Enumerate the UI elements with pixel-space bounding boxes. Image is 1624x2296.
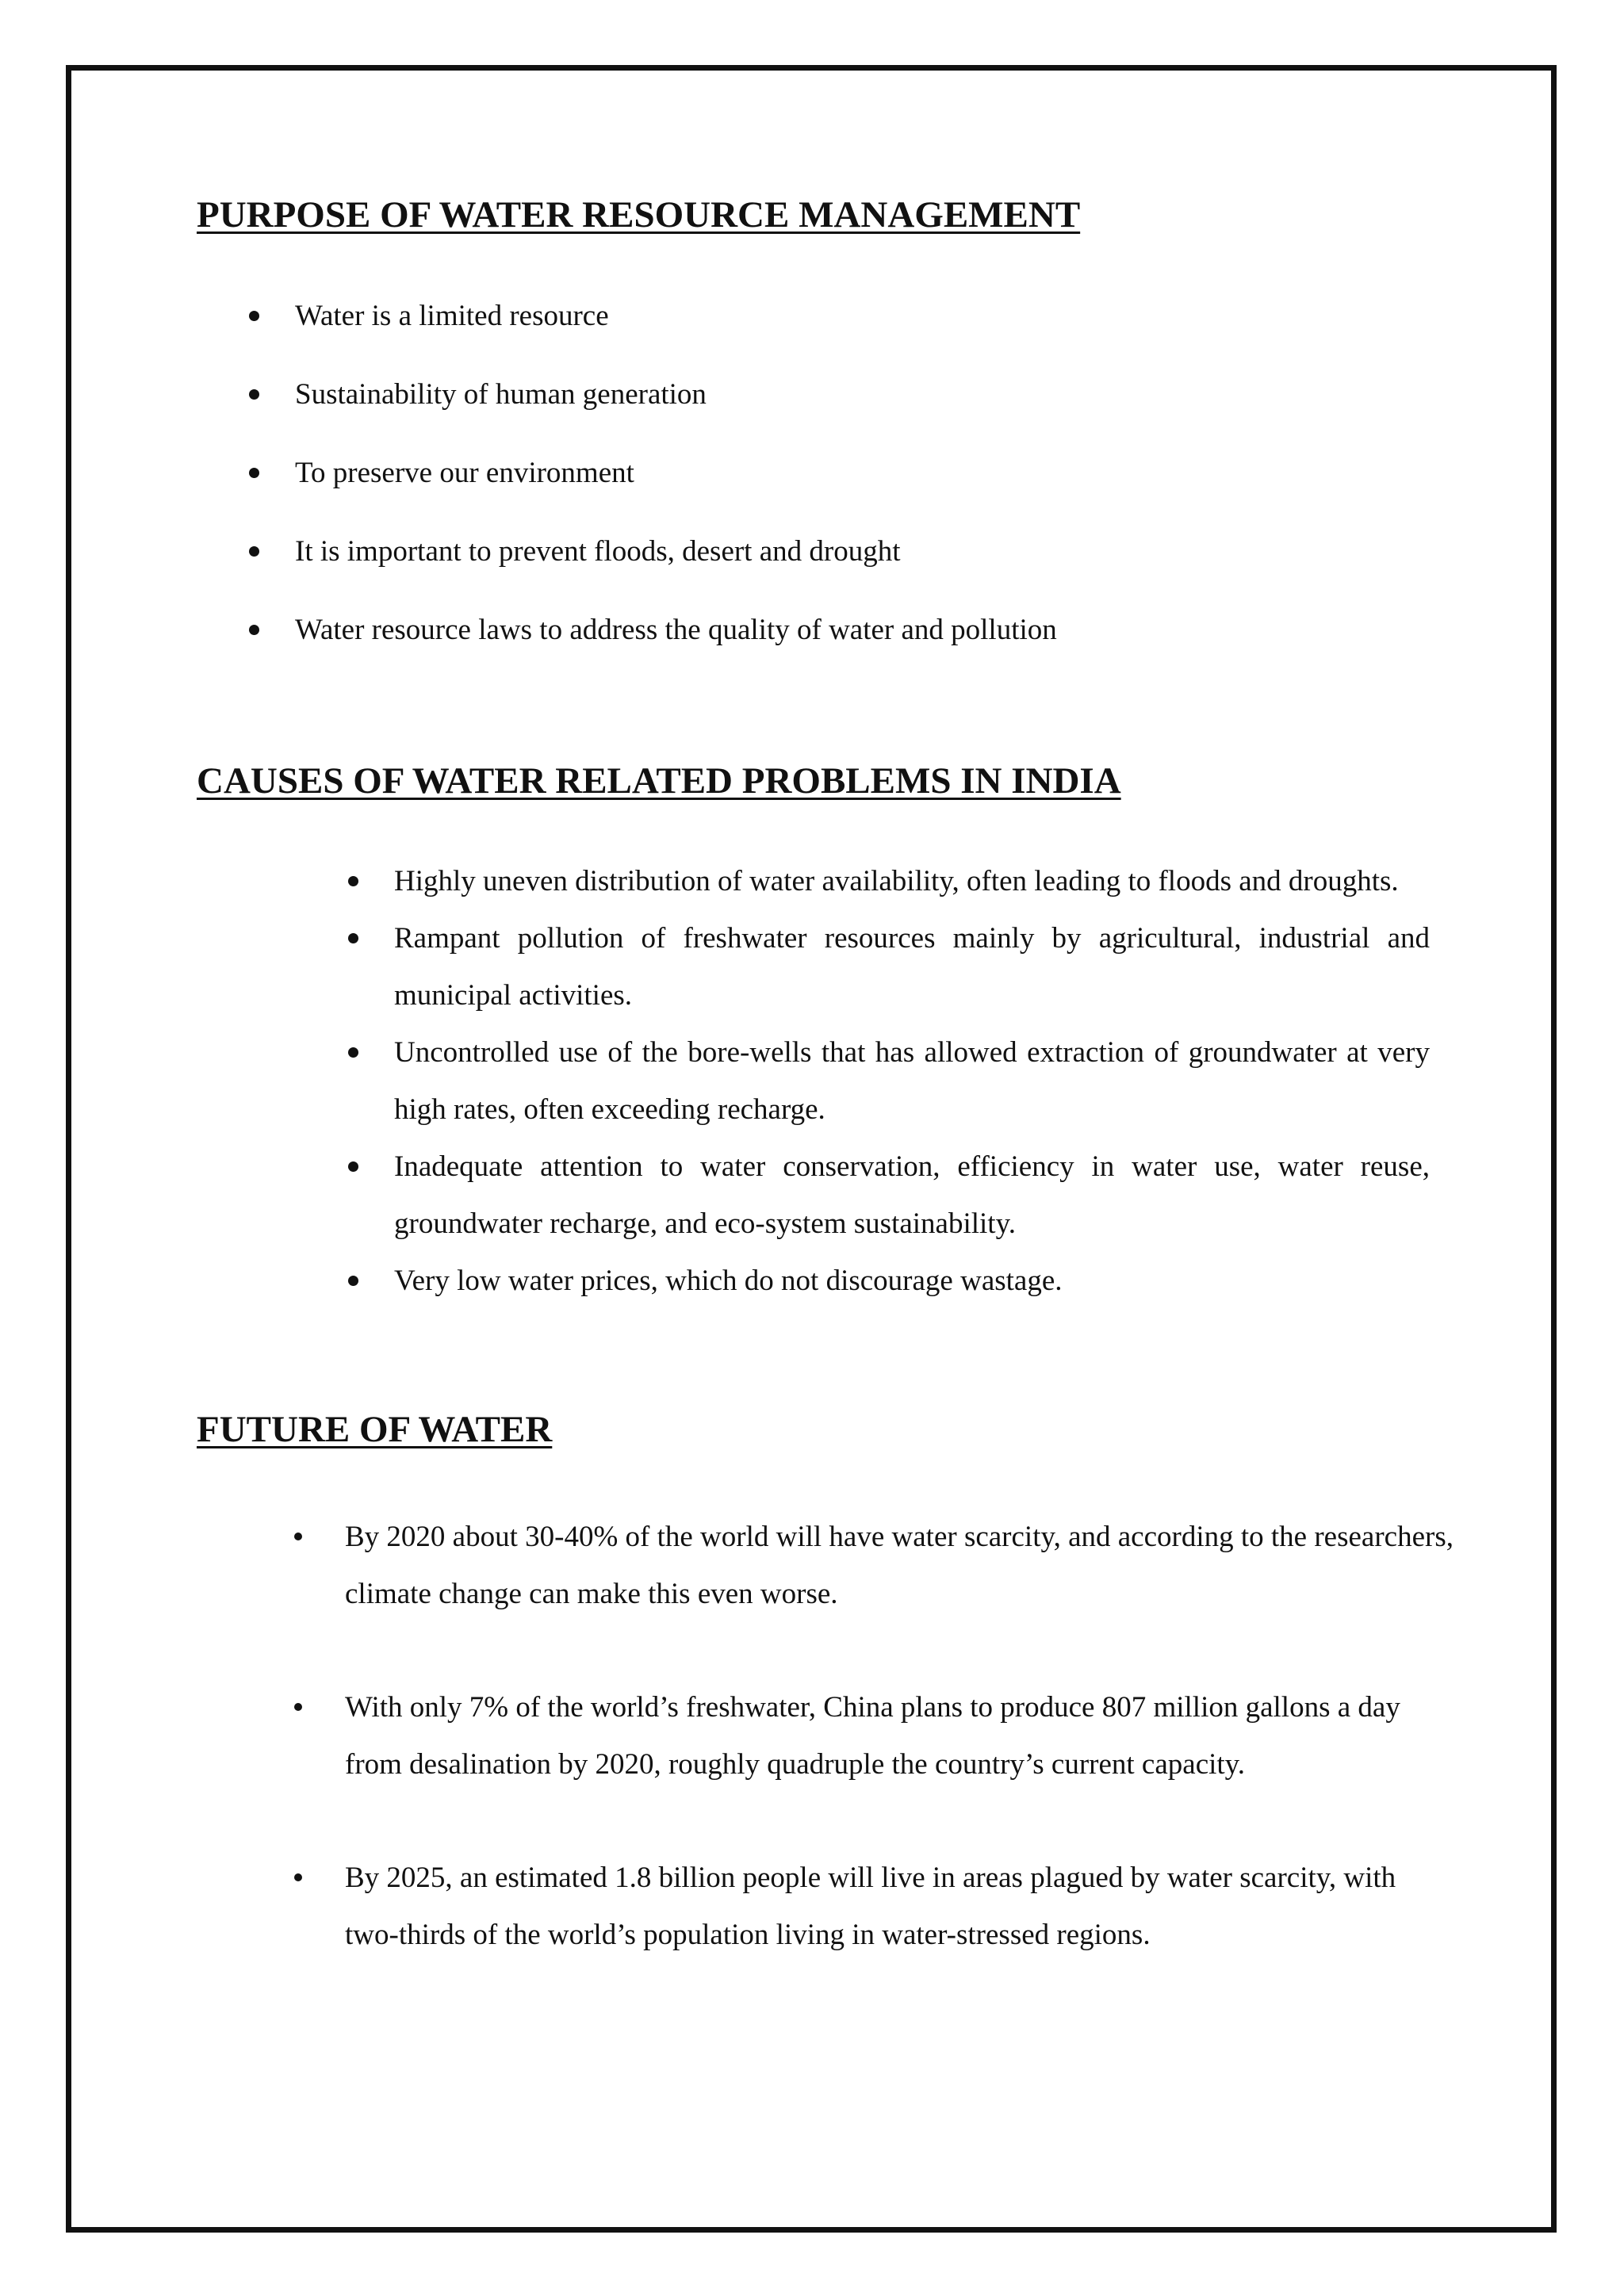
list-item bbox=[295, 452, 1484, 530]
list-item-text: By 2020 about 30-40% of the world will have water scarcity, and according to the researchers, climate change can make this even worse. bbox=[345, 1521, 1454, 1610]
list-item-text: Rampant pollution of freshwater resources mainly by agricultural, industrial and municipal activities. bbox=[394, 922, 1430, 1012]
list-item-text: By 2025, an estimated 1.8 billion people will live in areas plagued by water scarcity, with two-thirds of the world’s population living in water-stressed regions. bbox=[345, 1862, 1396, 1951]
list-item bbox=[295, 530, 1484, 609]
list-item bbox=[345, 1509, 1455, 1623]
list-item bbox=[394, 1024, 1430, 1138]
list-item-text: Uncontrolled use of the bore-wells that has allowed extraction of groundwater at very high rates, often exceeding recharge. bbox=[394, 1036, 1430, 1126]
list-item-text: Highly uneven distribution of water availability, often leading to floods and droughts. bbox=[394, 865, 1399, 897]
list-item bbox=[295, 295, 1484, 373]
list-item bbox=[394, 1253, 1430, 1310]
section-heading-causes: CAUSES OF WATER RELATED PROBLEMS IN INDIA bbox=[197, 760, 1121, 802]
bullet-icon bbox=[249, 389, 259, 400]
future-list bbox=[345, 1509, 1455, 2020]
list-item bbox=[345, 1850, 1455, 1964]
bullet-icon bbox=[294, 1533, 302, 1540]
bullet-icon bbox=[249, 625, 259, 635]
list-item-text: With only 7% of the world’s freshwater, China plans to produce 807 million gallons a day from desalination by 2020, roughly quadruple the country’s current capacity. bbox=[345, 1691, 1400, 1781]
bullet-icon bbox=[294, 1703, 302, 1711]
section-heading-purpose: PURPOSE OF WATER RESOURCE MANAGEMENT bbox=[197, 194, 1081, 235]
bullet-icon bbox=[348, 876, 358, 886]
section-heading-future: FUTURE OF WATER bbox=[197, 1409, 553, 1450]
list-item-text: Very low water prices, which do not discourage wastage. bbox=[394, 1265, 1063, 1297]
bullet-icon bbox=[294, 1873, 302, 1881]
list-item-text: Water resource laws to address the quality of water and pollution bbox=[295, 614, 1057, 646]
bullet-icon bbox=[249, 546, 259, 557]
list-item-text: It is important to prevent floods, desert and drought bbox=[295, 535, 901, 568]
bullet-icon bbox=[249, 468, 259, 478]
list-item bbox=[295, 373, 1484, 452]
causes-list bbox=[394, 853, 1430, 1310]
bullet-icon bbox=[348, 1276, 358, 1286]
list-item-text: Inadequate attention to water conservation, efficiency in water use, water reuse, groundwater recharge, and eco-system sustainability. bbox=[394, 1150, 1430, 1240]
list-item bbox=[394, 853, 1430, 910]
list-item bbox=[394, 910, 1430, 1024]
list-item-text: Water is a limited resource bbox=[295, 300, 609, 332]
list-item bbox=[295, 609, 1484, 687]
purpose-list bbox=[295, 295, 1484, 687]
list-item bbox=[394, 1138, 1430, 1253]
bullet-icon bbox=[249, 311, 259, 321]
list-item-text: To preserve our environment bbox=[295, 457, 634, 489]
bullet-icon bbox=[348, 1161, 358, 1172]
list-item bbox=[345, 1679, 1455, 1793]
bullet-icon bbox=[348, 933, 358, 943]
list-item-text: Sustainability of human generation bbox=[295, 378, 707, 411]
bullet-icon bbox=[348, 1047, 358, 1058]
